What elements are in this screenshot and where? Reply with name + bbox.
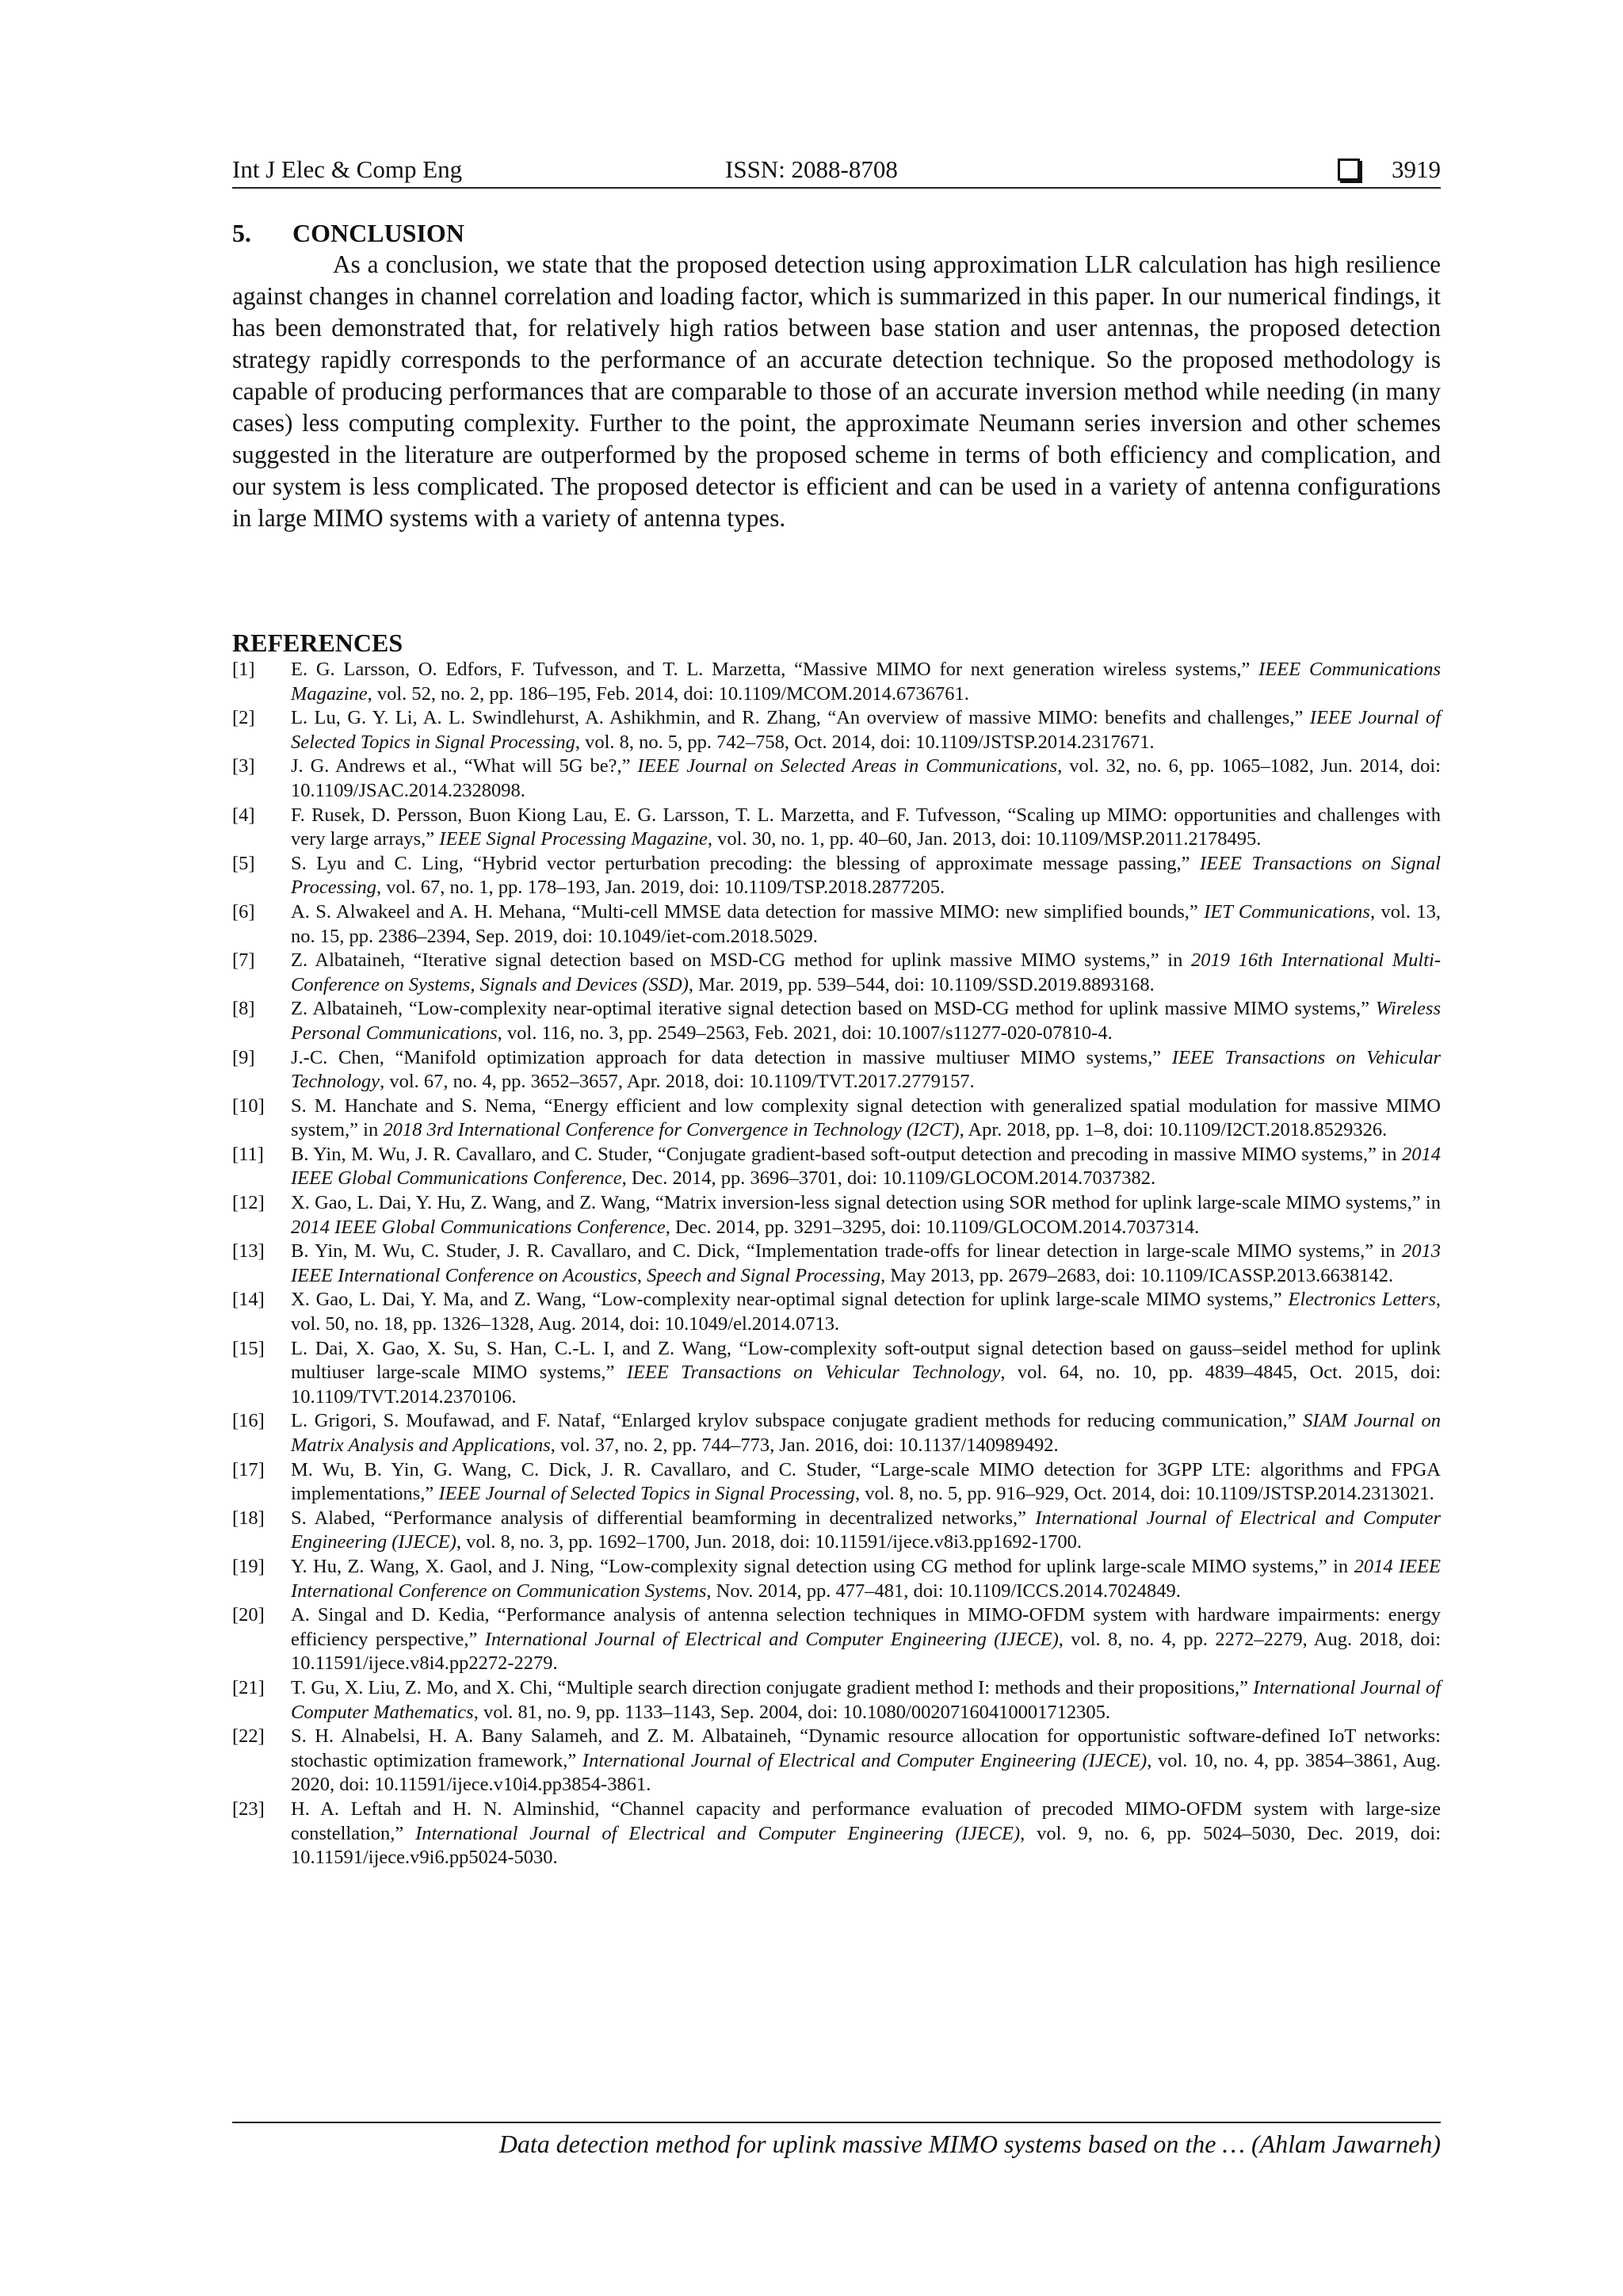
reference-details: , vol. 32, no. 6, pp. 1065–1082, Jun. 2014, doi: 10.1109/JSAC.2014.2328098. (291, 755, 1441, 801)
section-number: 5. (232, 219, 251, 247)
reference-item (232, 755, 1441, 803)
conclusion-section (232, 217, 1441, 534)
reference-details: , vol. 8, no. 5, pp. 742–758, Oct. 2014, doi: 10.1109/JSTSP.2014.2317671. (575, 731, 1155, 753)
reference-number: [17] (232, 1458, 265, 1480)
reference-venue: 2019 16th International Multi-Conference on Systems, Signals and Devices (SSD) (291, 949, 1441, 995)
running-title: Data detection method for uplink massive MIMO systems based on the … (Ahlam Jawarneh) (498, 2130, 1441, 2158)
section-title: CONCLUSION (292, 219, 464, 247)
reference-text (291, 1240, 1441, 1288)
reference-item (232, 997, 1441, 1045)
reference-details: , Dec. 2014, pp. 3291–3295, doi: 10.1109/GLOCOM.2014.7037314. (665, 1216, 1200, 1238)
page-footer (232, 2122, 1441, 2159)
reference-text (291, 1458, 1441, 1507)
reference-authors-title: Z. Albataineh, “Iterative signal detection based on MSD-CG method for uplink massive MIMO systems,” in (291, 949, 1191, 972)
reference-details: , vol. 52, no. 2, pp. 186–195, Feb. 2014, doi: 10.1109/MCOM.2014.6736761. (367, 682, 969, 705)
reference-authors-title: A. Singal and D. Kedia, “Performance analysis of antenna selection techniques in MIMO-OFDM system with hardware impairments: energy efficiency perspective,” (291, 1604, 1441, 1650)
reference-authors-title: F. Rusek, D. Persson, Buon Kiong Lau, E. G. Larsson, T. L. Marzetta, and F. Tufvesson, “Scaling up MIMO: opportunities and challenges with very large arrays,” (291, 804, 1441, 850)
reference-details: , vol. 37, no. 2, pp. 744–773, Jan. 2016, doi: 10.1137/140989492. (550, 1435, 1059, 1456)
reference-text (291, 997, 1441, 1045)
reference-details: , vol. 10, no. 4, pp. 3854–3861, Aug. 2020, doi: 10.11591/ijece.v10i4.pp3854-3861. (291, 1749, 1441, 1796)
reference-venue: 2018 3rd International Conference for Convergence in Technology (I2CT) (383, 1119, 960, 1141)
reference-venue: IET Communications (1204, 900, 1370, 923)
reference-details: , vol. 8, no. 5, pp. 916–929, Oct. 2014, doi: 10.1109/JSTSP.2014.2313021. (854, 1483, 1434, 1505)
reference-text (291, 1507, 1441, 1555)
reference-number: [22] (232, 1725, 265, 1748)
reference-number: [21] (232, 1676, 265, 1698)
reference-item (232, 706, 1441, 755)
reference-authors-title: A. S. Alwakeel and A. H. Mehana, “Multi-cell MMSE data detection for massive MIMO: new simplified bounds,” (291, 900, 1205, 923)
reference-authors-title: B. Yin, M. Wu, C. Studer, J. R. Cavallaro, and C. Dick, “Implementation trade-offs for linear detection in large-scale MIMO systems,” in (291, 1240, 1402, 1263)
reference-authors-title: S. M. Hanchate and S. Nema, “Energy efficient and low complexity signal detection with generalized spatial modulation for massive MIMO system,” in (291, 1095, 1441, 1141)
reference-item (232, 900, 1441, 949)
reference-number: [23] (232, 1797, 265, 1820)
reference-venue: IEEE Journal of Selected Topics in Signal Processing (291, 707, 1441, 753)
reference-number: [20] (232, 1604, 265, 1626)
reference-authors-title: J.-C. Chen, “Manifold optimization approach for data detection in massive multiuser MIMO systems,” (291, 1046, 1172, 1068)
reference-item (232, 1458, 1441, 1507)
conclusion-paragraph: As a conclusion, we state that the proposed detection using approximation LLR calculation has high resilience against changes in channel correlation and loading factor, which is summarized in this paper. In our numerical findings, it has been demonstrated that, for relatively high ratios between base station and user antennas, the proposed detection strategy rapidly corresponds to the performance of an accurate detection technique. So the proposed methodology is capable of producing performances that are comparable to those of an accurate inversion method while needing (in many cases) less computing complexity. Further to the point, the approximate Neumann series inversion and other schemes suggested in the literature are outperformed by the proposed scheme in terms of both efficiency and complication, and our system is less complicated. The proposed detector is efficient and can be used in a variety of antenna configurations in large MIMO systems with a variety of antenna types. (232, 250, 1441, 532)
reference-number: [18] (232, 1507, 265, 1529)
reference-details: , vol. 67, no. 1, pp. 178–193, Jan. 2019, doi: 10.1109/TSP.2018.2877205. (376, 877, 945, 899)
reference-number: [5] (232, 852, 255, 874)
reference-details: , vol. 64, no. 10, pp. 4839–4845, Oct. 2015, doi: 10.1109/TVT.2014.2370106. (291, 1362, 1442, 1408)
reference-item (232, 1409, 1441, 1457)
reference-venue: IEEE Communications Magazine (291, 659, 1441, 705)
reference-text (291, 1143, 1441, 1191)
reference-item (232, 804, 1441, 852)
issn: ISSN: 2088-8708 (725, 155, 898, 183)
reference-authors-title: T. Gu, X. Liu, Z. Mo, and X. Chi, “Multiple search direction conjugate gradient method I: methods and their propositions,” (291, 1676, 1254, 1698)
reference-details: , vol. 8, no. 3, pp. 1692–1700, Jun. 2018, doi: 10.11591/ijece.v8i3.pp1692-1700. (456, 1531, 1083, 1553)
reference-details: , vol. 50, no. 18, pp. 1326–1328, Aug. 2014, doi: 10.1049/el.2014.0713. (291, 1289, 1441, 1335)
reference-number: [12] (232, 1192, 265, 1214)
reference-text (291, 900, 1441, 949)
reference-item (232, 1507, 1441, 1555)
reference-authors-title: S. Alabed, “Performance analysis of differential beamforming in decentralized networks,” (291, 1507, 1036, 1529)
page-number: 3919 (1392, 155, 1441, 183)
reference-venue: Wireless Personal Communications (291, 998, 1441, 1044)
reference-authors-title: X. Gao, L. Dai, Y. Ma, and Z. Wang, “Low-complexity near-optimal signal detection for uplink large-scale MIMO systems,” (291, 1289, 1289, 1311)
reference-item (232, 1240, 1441, 1288)
page-number-group (1338, 155, 1441, 184)
reference-authors-title: B. Yin, M. Wu, J. R. Cavallaro, and C. Studer, “Conjugate gradient-based soft-output detection and precoding in massive MIMO systems,” in (291, 1143, 1402, 1165)
reference-venue: 2014 IEEE Global Communications Conference (291, 1143, 1441, 1190)
reference-item (232, 1337, 1441, 1410)
page-header (232, 155, 1441, 189)
reference-details: , Nov. 2014, pp. 477–481, doi: 10.1109/ICCS.2014.7024849. (706, 1580, 1181, 1602)
reference-number: [7] (232, 949, 255, 972)
reference-authors-title: S. Lyu and C. Ling, “Hybrid vector perturbation precoding: the blessing of approximate message passing,” (291, 852, 1200, 874)
reference-number: [15] (232, 1337, 265, 1359)
reference-item (232, 1676, 1441, 1725)
reference-details: , May 2013, pp. 2679–2683, doi: 10.1109/ICASSP.2013.6638142. (880, 1264, 1394, 1286)
reference-text (291, 1191, 1441, 1240)
reference-list (232, 658, 1441, 1870)
reference-number: [19] (232, 1555, 265, 1577)
reference-details: , Dec. 2014, pp. 3696–3701, doi: 10.1109/GLOCOM.2014.7037382. (621, 1167, 1156, 1190)
reference-venue: 2014 IEEE Global Communications Conference (291, 1216, 666, 1238)
square-box-icon (1338, 159, 1360, 181)
reference-venue: International Journal of Electrical and Computer Engineering (IJECE) (415, 1822, 1021, 1844)
reference-number: [11] (232, 1143, 264, 1165)
reference-item (232, 1143, 1441, 1191)
reference-venue: IEEE Journal of Selected Topics in Signal Processing (438, 1483, 855, 1505)
reference-details: , vol. 30, no. 1, pp. 40–60, Jan. 2013, doi: 10.1109/MSP.2011.2178495. (707, 828, 1262, 850)
reference-text (291, 1046, 1441, 1095)
reference-details: , vol. 9, no. 6, pp. 5024–5030, Dec. 2019, doi: 10.11591/ijece.v9i6.pp5024-5030. (291, 1822, 1441, 1869)
reference-venue: IEEE Transactions on Signal Processing (291, 852, 1441, 899)
reference-item (232, 949, 1441, 997)
reference-item (232, 1555, 1441, 1603)
reference-venue: IEEE Transactions on Vehicular Technology (626, 1362, 1001, 1384)
reference-authors-title: X. Gao, L. Dai, Y. Hu, Z. Wang, and Z. Wang, “Matrix inversion-less signal detection using SOR method for uplink large-scale MIMO systems,” in (291, 1192, 1441, 1214)
reference-venue: 2013 IEEE International Conference on Acoustics, Speech and Signal Processing (291, 1240, 1441, 1286)
reference-details: , vol. 81, no. 9, pp. 1133–1143, Sep. 2004, doi: 10.1080/00207160410001712305. (473, 1701, 1110, 1723)
reference-authors-title: H. A. Leftah and H. N. Alminshid, “Channel capacity and performance evaluation of precoded MIMO-OFDM system with large-size constellation,” (291, 1797, 1441, 1844)
reference-number: [14] (232, 1289, 265, 1311)
reference-details: , vol. 67, no. 4, pp. 3652–3657, Apr. 2018, doi: 10.1109/TVT.2017.2779157. (380, 1071, 975, 1093)
reference-authors-title: E. G. Larsson, O. Edfors, F. Tufvesson, and T. L. Marzetta, “Massive MIMO for next generation wireless systems,” (291, 659, 1259, 680)
reference-authors-title: L. Grigori, S. Moufawad, and F. Nataf, “Enlarged krylov subspace conjugate gradient methods for reducing communication,” (291, 1410, 1304, 1432)
reference-venue: IEEE Journal on Selected Areas in Communications (637, 755, 1058, 777)
reference-venue: Electronics Letters (1288, 1289, 1436, 1311)
reference-text (291, 755, 1441, 803)
reference-text (291, 1725, 1441, 1797)
reference-details: , vol. 116, no. 3, pp. 2549–2563, Feb. 2021, doi: 10.1007/s11277-020-07810-4. (497, 1022, 1113, 1044)
reference-number: [8] (232, 998, 255, 1020)
reference-text (291, 1337, 1441, 1410)
reference-item (232, 1797, 1441, 1870)
journal-name: Int J Elec & Comp Eng (232, 155, 463, 183)
reference-number: [9] (232, 1046, 255, 1068)
reference-authors-title: Z. Albataineh, “Low-complexity near-optimal iterative signal detection based on MSD-CG method for uplink massive MIMO systems,” (291, 998, 1376, 1020)
references-section (232, 628, 1441, 1870)
reference-details: , Mar. 2019, pp. 539–544, doi: 10.1109/SSD.2019.8893168. (688, 973, 1155, 995)
reference-authors-title: Y. Hu, Z. Wang, X. Gaol, and J. Ning, “Low-complexity signal detection using CG method for uplink large-scale MIMO systems,” in (291, 1555, 1354, 1577)
reference-number: [6] (232, 900, 255, 923)
reference-item (232, 1603, 1441, 1676)
reference-text (291, 852, 1441, 900)
reference-text (291, 658, 1441, 706)
reference-item (232, 1095, 1441, 1143)
reference-item (232, 658, 1441, 706)
reference-venue: 2014 IEEE International Conference on Communication Systems (291, 1555, 1441, 1602)
reference-text (291, 1288, 1441, 1336)
reference-text (291, 949, 1441, 997)
references-heading: REFERENCES (232, 628, 403, 657)
reference-details: , vol. 13, no. 15, pp. 2386–2394, Sep. 2019, doi: 10.1049/iet-com.2018.5029. (291, 900, 1442, 947)
reference-number: [4] (232, 804, 255, 826)
reference-number: [16] (232, 1410, 265, 1432)
section-heading (232, 217, 1441, 249)
reference-venue: IEEE Transactions on Vehicular Technology (291, 1046, 1441, 1093)
reference-number: [1] (232, 659, 255, 680)
reference-text (291, 1409, 1441, 1457)
reference-text (291, 706, 1441, 755)
reference-authors-title: J. G. Andrews et al., “What will 5G be?,” (291, 755, 638, 777)
reference-text (291, 1555, 1441, 1603)
reference-text (291, 1095, 1441, 1143)
reference-text (291, 1797, 1441, 1870)
reference-venue: IEEE Signal Processing Magazine (439, 828, 708, 850)
reference-authors-title: S. H. Alnabelsi, H. A. Bany Salameh, and Z. M. Albataineh, “Dynamic resource allocation for opportunistic software-defined IoT networks: stochastic optimization framework,” (291, 1725, 1441, 1771)
reference-details: , vol. 8, no. 4, pp. 2272–2279, Aug. 2018, doi: 10.11591/ijece.v8i4.pp2272-2279. (291, 1628, 1441, 1675)
reference-venue: International Journal of Electrical and Computer Engineering (IJECE) (484, 1628, 1059, 1650)
reference-number: [13] (232, 1240, 265, 1263)
reference-item (232, 1191, 1441, 1240)
reference-item (232, 852, 1441, 900)
reference-authors-title: L. Lu, G. Y. Li, A. L. Swindlehurst, A. Ashikhmin, and R. Zhang, “An overview of massive MIMO: benefits and challenges,” (291, 707, 1310, 729)
reference-item (232, 1725, 1441, 1797)
reference-item (232, 1046, 1441, 1095)
reference-text (291, 1676, 1441, 1725)
reference-text (291, 804, 1441, 852)
reference-venue: International Journal of Computer Mathematics (291, 1676, 1441, 1723)
reference-number: [3] (232, 755, 255, 777)
reference-item (232, 1288, 1441, 1336)
reference-text (291, 1603, 1441, 1676)
reference-venue: International Journal of Electrical and Computer Engineering (IJECE) (582, 1749, 1148, 1771)
reference-authors-title: L. Dai, X. Gao, X. Su, S. Han, C.-L. I, and Z. Wang, “Low-complexity soft-output signal detection based on gauss–seidel method for uplink multiuser large-scale MIMO systems,” (291, 1337, 1441, 1384)
reference-number: [10] (232, 1095, 265, 1117)
reference-number: [2] (232, 707, 255, 729)
reference-venue: SIAM Journal on Matrix Analysis and Applications (291, 1410, 1441, 1456)
reference-authors-title: M. Wu, B. Yin, G. Wang, C. Dick, J. R. Cavallaro, and C. Studer, “Large-scale MIMO detection for 3GPP LTE: algorithms and FPGA implementations,” (291, 1458, 1441, 1505)
reference-details: , Apr. 2018, pp. 1–8, doi: 10.1109/I2CT.2018.8529326. (959, 1119, 1388, 1141)
reference-venue: International Journal of Electrical and Computer Engineering (IJECE) (291, 1507, 1441, 1553)
